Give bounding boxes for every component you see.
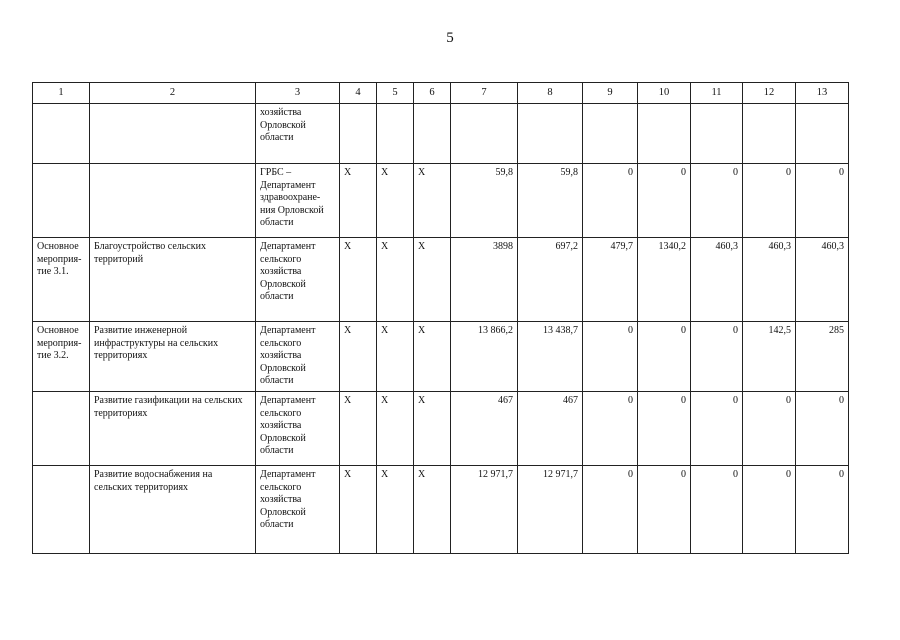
- col-header: 12: [743, 83, 796, 104]
- col-header: 1: [33, 83, 90, 104]
- name-cell: [90, 104, 256, 164]
- value-cell: 0: [638, 392, 691, 466]
- table-row: [33, 392, 849, 466]
- table-row: [33, 104, 849, 164]
- col-header: 8: [518, 83, 583, 104]
- value-cell: 467: [518, 392, 583, 466]
- executor-cell: хозяйства Орловской области: [256, 104, 340, 164]
- col-header: 9: [583, 83, 638, 104]
- col-header: 3: [256, 83, 340, 104]
- value-cell: [743, 104, 796, 164]
- code-cell: Х: [377, 164, 414, 238]
- activity-cell: [33, 104, 90, 164]
- activity-cell: [33, 392, 90, 466]
- col-header: 11: [691, 83, 743, 104]
- value-cell: 59,8: [451, 164, 518, 238]
- activity-cell: [33, 466, 90, 554]
- value-cell: 0: [691, 164, 743, 238]
- value-cell: 0: [583, 164, 638, 238]
- value-cell: 142,5: [743, 322, 796, 392]
- code-cell: [340, 104, 377, 164]
- name-cell: Благоустройство сельских территорий: [90, 238, 256, 322]
- executor-cell: ГРБС – Департамент здравоохране- ния Орловской области: [256, 164, 340, 238]
- value-cell: 0: [638, 322, 691, 392]
- value-cell: 0: [743, 466, 796, 554]
- value-cell: 460,3: [691, 238, 743, 322]
- code-cell: Х: [340, 466, 377, 554]
- value-cell: 12 971,7: [518, 466, 583, 554]
- activity-cell: Основное мероприя- тие 3.2.: [33, 322, 90, 392]
- code-cell: Х: [340, 392, 377, 466]
- value-cell: [691, 104, 743, 164]
- col-header: 5: [377, 83, 414, 104]
- value-cell: [638, 104, 691, 164]
- value-cell: [583, 104, 638, 164]
- code-cell: Х: [340, 238, 377, 322]
- code-cell: Х: [340, 322, 377, 392]
- col-header: 13: [796, 83, 849, 104]
- value-cell: 0: [743, 164, 796, 238]
- code-cell: [377, 104, 414, 164]
- value-cell: 0: [796, 164, 849, 238]
- value-cell: 285: [796, 322, 849, 392]
- page-number: 5: [446, 30, 454, 46]
- code-cell: Х: [377, 392, 414, 466]
- code-cell: Х: [340, 164, 377, 238]
- executor-cell: Департамент сельского хозяйства Орловской области: [256, 322, 340, 392]
- code-cell: Х: [414, 466, 451, 554]
- value-cell: 0: [691, 322, 743, 392]
- table-row: [33, 466, 849, 554]
- code-cell: Х: [414, 164, 451, 238]
- value-cell: 0: [691, 466, 743, 554]
- value-cell: 13 866,2: [451, 322, 518, 392]
- value-cell: 460,3: [743, 238, 796, 322]
- name-cell: [90, 164, 256, 238]
- value-cell: [451, 104, 518, 164]
- value-cell: 1340,2: [638, 238, 691, 322]
- code-cell: Х: [414, 322, 451, 392]
- value-cell: [518, 104, 583, 164]
- col-header: 7: [451, 83, 518, 104]
- value-cell: 467: [451, 392, 518, 466]
- activity-cell: [33, 164, 90, 238]
- code-cell: [414, 104, 451, 164]
- name-cell: Развитие газификации на сельских территориях: [90, 392, 256, 466]
- activity-cell: Основное мероприя- тие 3.1.: [33, 238, 90, 322]
- table-row: [33, 322, 849, 392]
- value-cell: 12 971,7: [451, 466, 518, 554]
- value-cell: 0: [638, 466, 691, 554]
- executor-cell: Департамент сельского хозяйства Орловской области: [256, 392, 340, 466]
- code-cell: Х: [414, 238, 451, 322]
- value-cell: 3898: [451, 238, 518, 322]
- col-header: 2: [90, 83, 256, 104]
- code-cell: Х: [377, 238, 414, 322]
- header-row: [33, 83, 849, 104]
- executor-cell: Департамент сельского хозяйства Орловской области: [256, 238, 340, 322]
- col-header: 4: [340, 83, 377, 104]
- value-cell: 460,3: [796, 238, 849, 322]
- value-cell: 0: [583, 392, 638, 466]
- table-row: [33, 238, 849, 322]
- budget-table: [32, 82, 849, 554]
- value-cell: 0: [691, 392, 743, 466]
- value-cell: 59,8: [518, 164, 583, 238]
- code-cell: Х: [414, 392, 451, 466]
- value-cell: 479,7: [583, 238, 638, 322]
- name-cell: Развитие водоснабжения на сельских территориях: [90, 466, 256, 554]
- code-cell: Х: [377, 466, 414, 554]
- value-cell: 13 438,7: [518, 322, 583, 392]
- code-cell: Х: [377, 322, 414, 392]
- value-cell: 0: [743, 392, 796, 466]
- executor-cell: Департамент сельского хозяйства Орловской области: [256, 466, 340, 554]
- value-cell: 0: [796, 392, 849, 466]
- value-cell: [796, 104, 849, 164]
- col-header: 6: [414, 83, 451, 104]
- value-cell: 0: [796, 466, 849, 554]
- table-row: [33, 164, 849, 238]
- name-cell: Развитие инженерной инфраструктуры на сельских территориях: [90, 322, 256, 392]
- value-cell: 0: [638, 164, 691, 238]
- col-header: 10: [638, 83, 691, 104]
- value-cell: 0: [583, 466, 638, 554]
- value-cell: 697,2: [518, 238, 583, 322]
- value-cell: 0: [583, 322, 638, 392]
